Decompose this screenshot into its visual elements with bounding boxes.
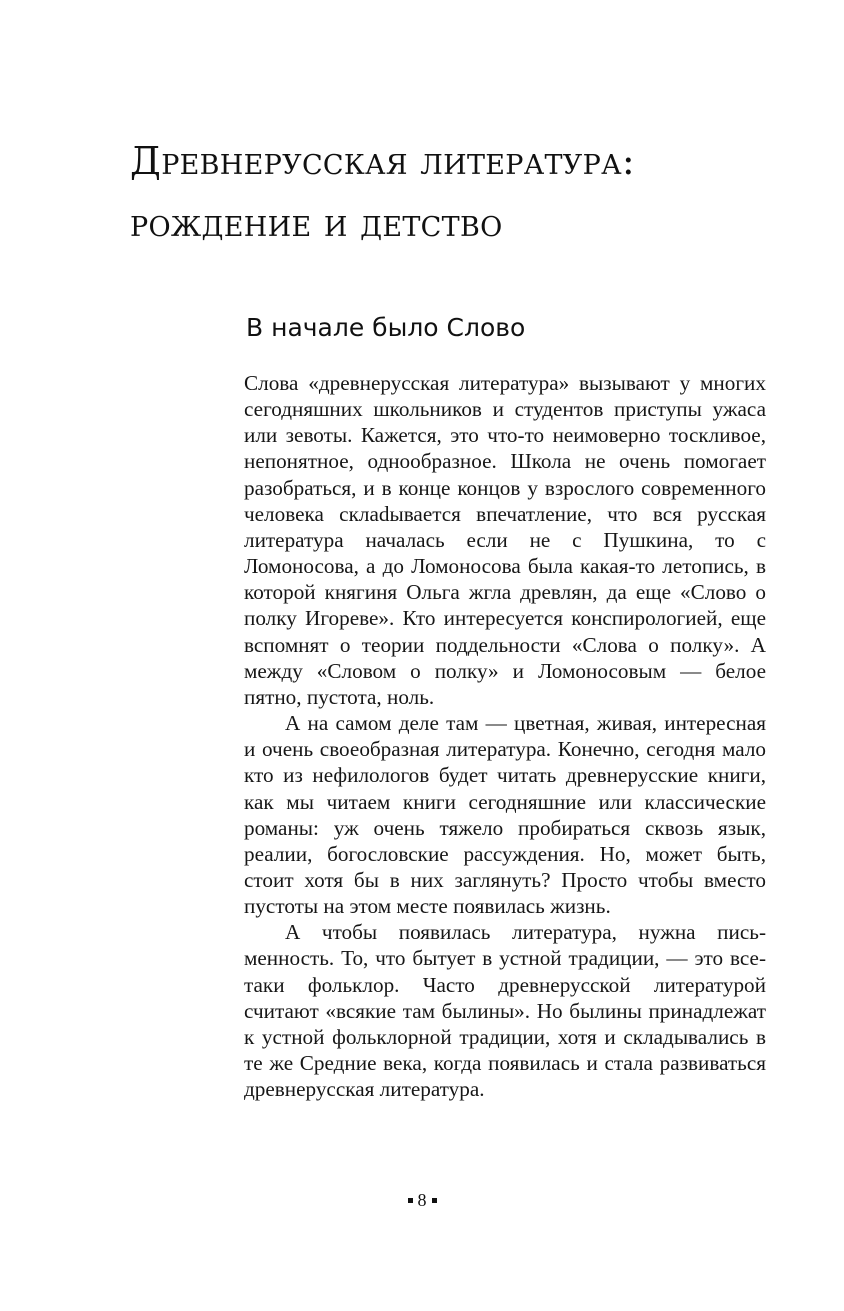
paragraph-3: А чтобы появилась литература, нужна письменность. То, что бытует в устной традиции, — это все-таки фольклор. Часто древнерусской литературой считают «всякие там былины». Но былины принадлежат к устной фольклорной традиции, хотя и складывались в те же Средние века, когда появилась и стала развиваться древнерусская литература. <box>244 920 766 1102</box>
paragraph-2: А на самом деле там — цветная, живая, интересная и очень своеобразная литература. Конечно, сегодня мало кто из нефилологов будет читать древнерусские книги, как мы читаем книги сегодняшние или классические романы: уж очень тяжело пробираться сквозь язык, реалии, богословские рассуждения. Но, может быть, стоит хотя бы в них заглянуть? Просто чтобы вместо пустоты на этом месте появилась жизнь. <box>244 711 766 919</box>
paragraph-1: Слова «древнерусская литература» вызывают у многих сегодняшних школьников и студентов приступы ужаса или зевоты. Кажется, это что-то неимоверно тоскливое, непонятное, однообразное. Школа не очень помогает разобраться, и в конце концов у взрослого современного человека склаdывается впечатление, что вся русская литература началась если не с Пушкина, то с Ломоносова, а до Ломоносова была какая-то летопись, в которой княгиня Ольга жгла древлян, да еще «Слово о полку Игореве». Кто интересуется конспирологией, еще вспомнят о теории поддельности «Слова о полку». А между «Словом о полку» и Ломоносовым — белое пятно, пустота, ноль. <box>244 371 766 709</box>
page-number <box>0 1188 844 1212</box>
chapter-title-line-2: рождение и детство <box>130 201 503 245</box>
section-title: В начале было Слово <box>246 313 526 342</box>
chapter-title <box>130 130 810 254</box>
chapter-title-line-1: Древнерусская литература: <box>130 139 635 183</box>
body-text <box>244 370 766 1102</box>
page-number-value: 8 <box>417 1190 427 1210</box>
page-number-left-square-icon <box>408 1198 413 1203</box>
page-number-right-square-icon <box>432 1198 437 1203</box>
